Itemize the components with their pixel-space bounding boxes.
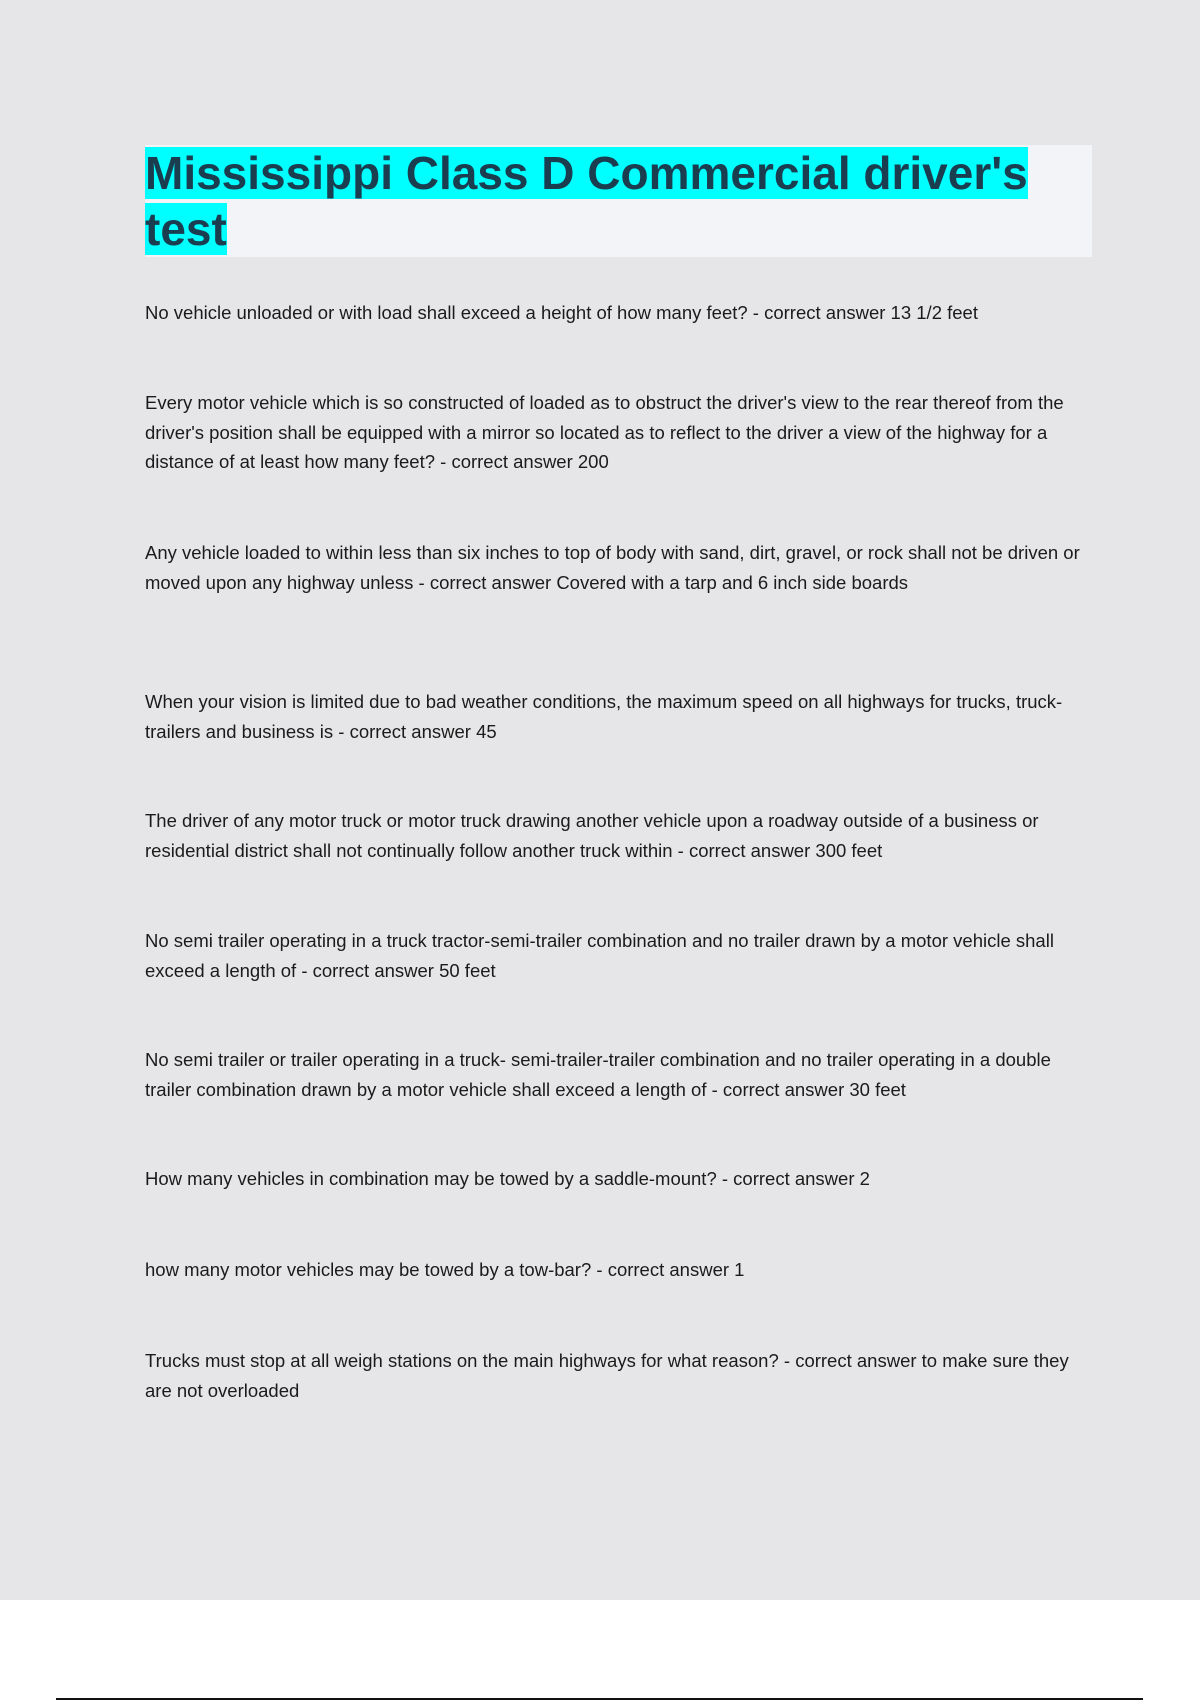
qa-item: Any vehicle loaded to within less than six inches to top of body with sand, dirt, gravel, or rock shall not be driven or moved upon any highway unless - correct answer Covered with a tarp and 6 inch side boards: [145, 542, 1080, 593]
qa-item: The driver of any motor truck or motor truck drawing another vehicle upon a roadway outside of a business or residential district shall not continually follow another truck within - correct answer 300 feet: [145, 810, 1039, 861]
qa-item: No vehicle unloaded or with load shall exceed a height of how many feet? - correct answer 13 1/2 feet: [145, 302, 978, 323]
title-line-1: Mississippi Class D Commercial driver's: [145, 147, 1028, 199]
qa-item: Every motor vehicle which is so constructed of loaded as to obstruct the driver's view to the rear thereof from the driver's position shall be equipped with a mirror so located as to reflect to the driver a view of the highway for a distance of at least how many feet? - correct answer 200: [145, 392, 1064, 472]
qa-item: how many motor vehicles may be towed by a tow-bar? - correct answer 1: [145, 1259, 745, 1280]
qa-item: No semi trailer or trailer operating in a truck- semi-trailer-trailer combination and no trailer operating in a double trailer combination drawn by a motor vehicle shall exceed a length of - correct answer 30 feet: [145, 1049, 1051, 1100]
document-title: [145, 145, 1092, 257]
qa-item: How many vehicles in combination may be towed by a saddle-mount? - correct answer 2: [145, 1168, 870, 1189]
title-block: [145, 145, 1092, 257]
qa-item: No semi trailer operating in a truck tractor-semi-trailer combination and no trailer drawn by a motor vehicle shall exceed a length of - correct answer 50 feet: [145, 930, 1054, 981]
title-line-2: test: [145, 203, 227, 255]
qa-item: When your vision is limited due to bad weather conditions, the maximum speed on all highways for trucks, truck-trailers and business is - correct answer 45: [145, 691, 1063, 742]
qa-item: Trucks must stop at all weigh stations on the main highways for what reason? - correct answer to make sure they are not overloaded: [145, 1350, 1069, 1401]
